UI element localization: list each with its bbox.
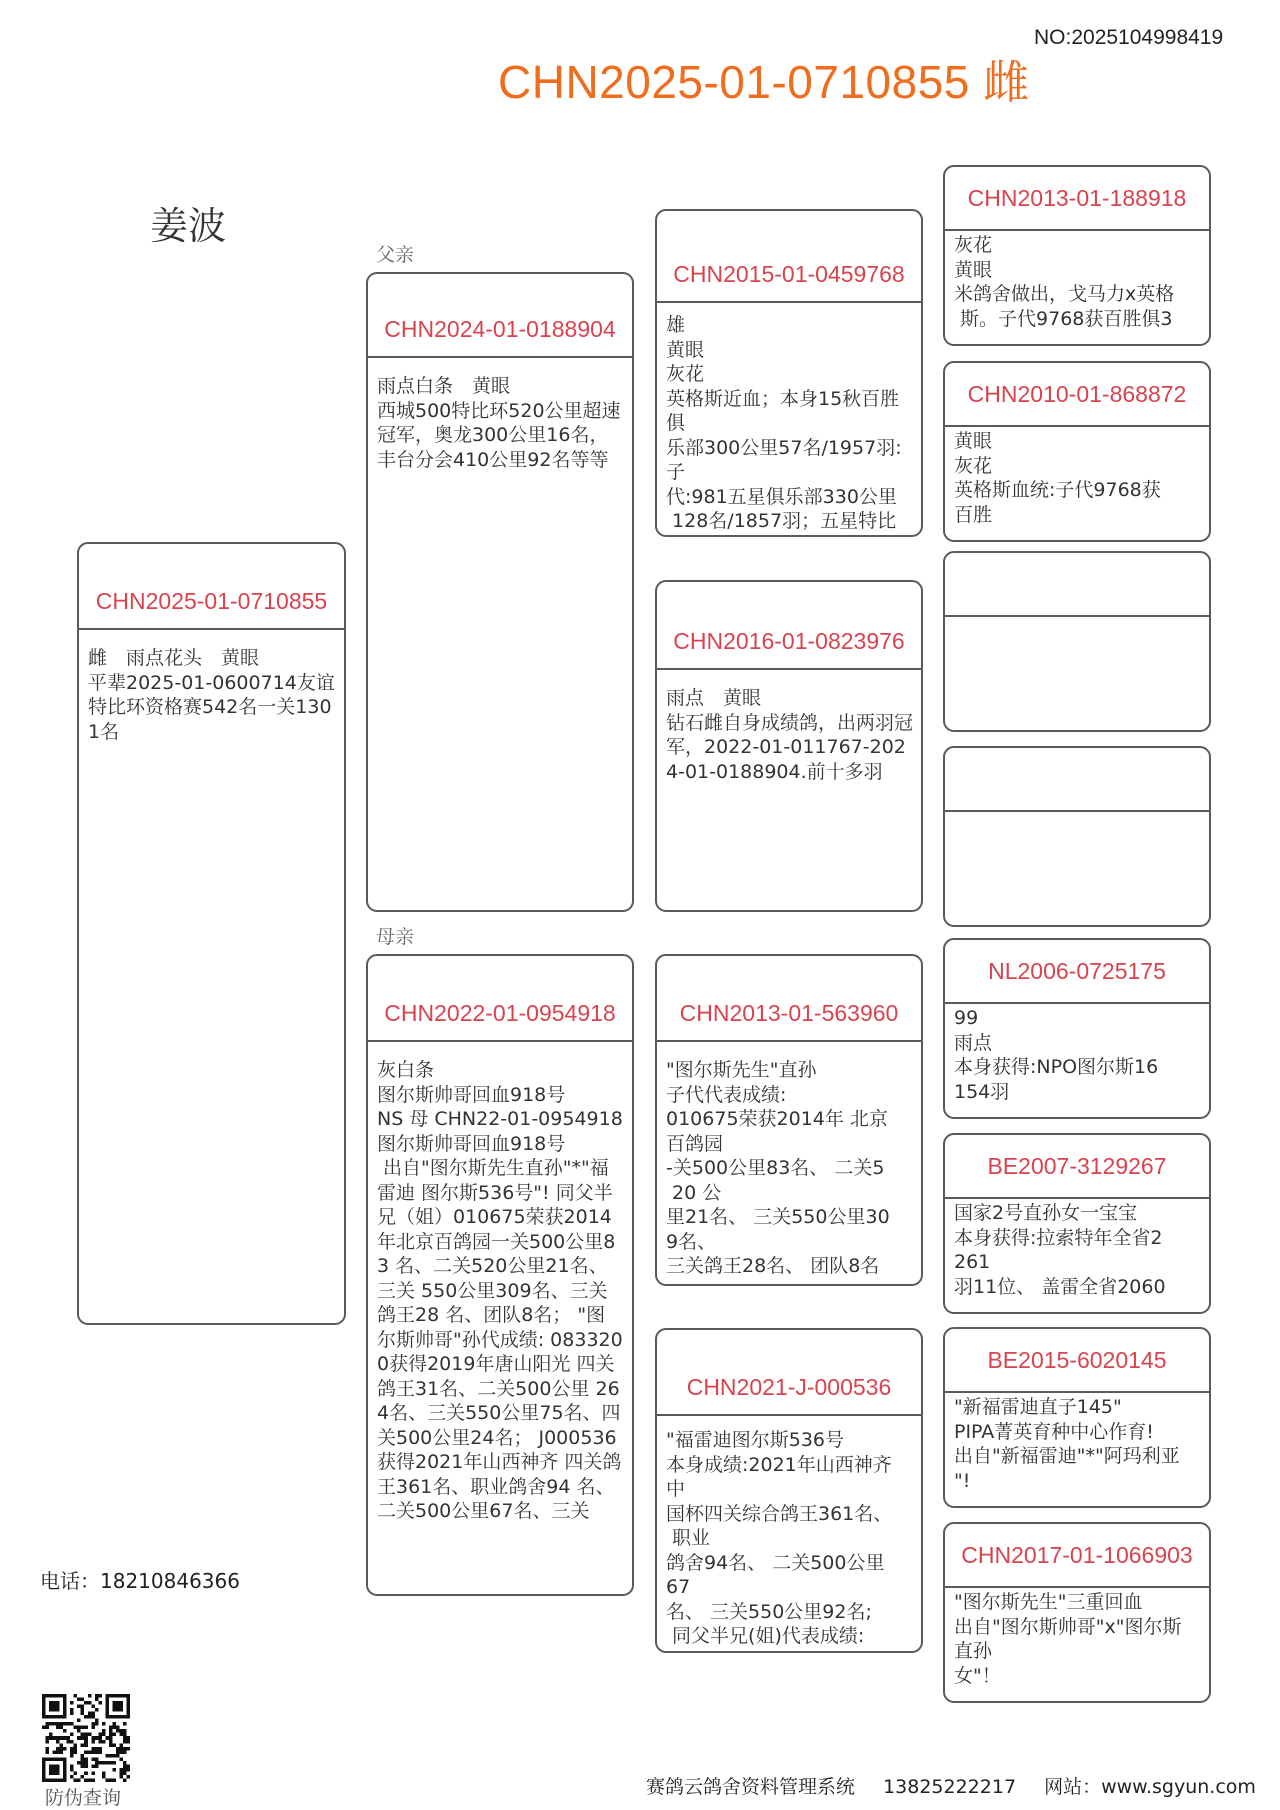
pedigree-notes xyxy=(945,812,1209,818)
great-grandparent-card[interactable] xyxy=(943,938,1211,1119)
ring-number: CHN2022-01-0954918 xyxy=(368,956,632,1042)
qr-code-icon[interactable] xyxy=(42,1694,130,1782)
owner-name: 姜波 xyxy=(150,204,227,248)
pedigree-notes: "图尔斯先生"三重回血 出自"图尔斯帅哥"x"图尔斯 直孙 女"！ xyxy=(954,1591,1182,1687)
pedigree-notes: 雄 黄眼 灰花 英格斯近血；本身15秋百胜俱 乐部300公里57名/1957羽:子 代:981五星俱乐部330公里 128名/1857羽；五星特比 xyxy=(666,314,902,532)
ring-number: CHN2015-01-0459768 xyxy=(657,211,921,303)
great-grandparent-card-empty[interactable] xyxy=(943,746,1211,927)
dam-card[interactable] xyxy=(366,954,634,1596)
pedigree-notes: 99 雨点 本身获得:NPO图尔斯16 154羽 xyxy=(954,1007,1159,1103)
subject-card[interactable] xyxy=(77,542,346,1325)
ring-number: CHN2010-01-868872 xyxy=(945,363,1209,427)
great-grandparent-card[interactable] xyxy=(943,165,1211,346)
pedigree-notes: 国家2号直孙女一宝宝 本身获得:拉索特年全省2 261 羽11位、 盖雷全省2060 xyxy=(954,1202,1166,1298)
pedigree-notes xyxy=(945,617,1209,623)
pedigree-notes: "新福雷迪直子145" PIPA菁英育种中心作育! 出自"新福雷迪"*"阿玛利亚 "! xyxy=(954,1396,1180,1492)
dam-label: 母亲 xyxy=(376,926,415,948)
great-grandparent-card[interactable] xyxy=(943,1327,1211,1508)
document-number: NO:2025104998419 xyxy=(1034,26,1224,49)
pedigree-notes: "图尔斯先生"直孙 子代代表成绩: 010675荣获2014年 北京 百鸽园 -关500公里83名、 二关5 20 公 里21名、 三关550公里30 9名、 三关鸽王28名、 团队8名 xyxy=(666,1059,890,1277)
ring-number xyxy=(945,748,1209,812)
great-grandparent-card[interactable] xyxy=(943,1522,1211,1703)
pedigree-notes: 灰白条 图尔斯帅哥回血918号 NS 母 CHN22-01-0954918 图尔斯帅哥回血918号 出自"图尔斯先生直孙"*"福雷迪 图尔斯536号"! 同父半兄（姐）010675荣获2014 年北京百鸽园一关500公里83 名、二关520公里21名、三关 550公里309名、三关鸽王28 名、团队8名； "图尔斯帅哥"孙代成绩: 0833200获得2019年唐山阳光 四关鸽王31名、二关500公里 264名、三关550公里75名、四 关500公里24名； J000536获得2021年山西神齐 四关鸽王361名、职业鸽舍94 名、二关500公里67名、三关 xyxy=(377,1059,623,1522)
pedigree-notes: 黄眼 灰花 英格斯血统:子代9768获 百胜 xyxy=(954,430,1161,526)
ring-number: BE2007-3129267 xyxy=(945,1135,1209,1199)
great-grandparent-card[interactable] xyxy=(943,1133,1211,1314)
great-grandparent-card-empty[interactable] xyxy=(943,551,1211,732)
ring-number: CHN2021-J-000536 xyxy=(657,1330,921,1416)
pedigree-notes: 雨点 黄眼 钻石雌自身成绩鸽，出两羽冠军，2022-01-011767-2024-01-0188904.前十多羽 xyxy=(666,687,914,783)
sire-card[interactable] xyxy=(366,272,634,912)
pedigree-notes: 灰花 黄眼 米鸽舍做出，戈马力x英格 斯。子代9768获百胜俱3 xyxy=(954,234,1175,330)
ring-number: CHN2025-01-0710855 xyxy=(79,544,344,630)
ring-number: CHN2024-01-0188904 xyxy=(368,274,632,358)
qr-label: 防伪查询 xyxy=(45,1787,122,1809)
grandparent-card[interactable] xyxy=(655,580,923,912)
ring-number: NL2006-0725175 xyxy=(945,940,1209,1004)
pedigree-notes: 雌 雨点花头 黄眼 平辈2025-01-0600714友谊特比环资格赛542名一关1301名 xyxy=(88,647,335,743)
ring-number xyxy=(945,553,1209,617)
ring-number: CHN2017-01-1066903 xyxy=(945,1524,1209,1588)
grandparent-card[interactable] xyxy=(655,1328,923,1653)
ring-number: CHN2013-01-563960 xyxy=(657,956,921,1042)
ring-number: CHN2016-01-0823976 xyxy=(657,582,921,670)
grandparent-card[interactable] xyxy=(655,954,923,1286)
page-title: CHN2025-01-0710855 雌 xyxy=(498,56,1030,108)
footer xyxy=(646,1772,1278,1799)
great-grandparent-card[interactable] xyxy=(943,361,1211,542)
footer-website[interactable]: 网站：www.sgyun.com xyxy=(1044,1776,1256,1798)
ring-number: BE2015-6020145 xyxy=(945,1329,1209,1393)
footer-hotline: 13825222217 xyxy=(883,1776,1017,1798)
ring-number: CHN2013-01-188918 xyxy=(945,167,1209,231)
contact-phone: 电话：18210846366 xyxy=(40,1569,240,1593)
grandparent-card[interactable] xyxy=(655,209,923,537)
sire-label: 父亲 xyxy=(376,244,415,266)
pedigree-notes: 雨点白条 黄眼 西城500特比环520公里超速冠军，奥龙300公里16名，丰台分会410公里92名等等 xyxy=(377,375,621,471)
footer-system-name: 赛鸽云鸽舍资料管理系统 xyxy=(646,1776,856,1798)
pedigree-notes: "福雷迪图尔斯536号 本身成绩:2021年山西神齐 中 国杯四关综合鸽王361名、 职业 鸽舍94名、 二关500公里 67 名、 三关550公里92名; 同父半兄(姐)代表成绩: xyxy=(666,1429,893,1647)
